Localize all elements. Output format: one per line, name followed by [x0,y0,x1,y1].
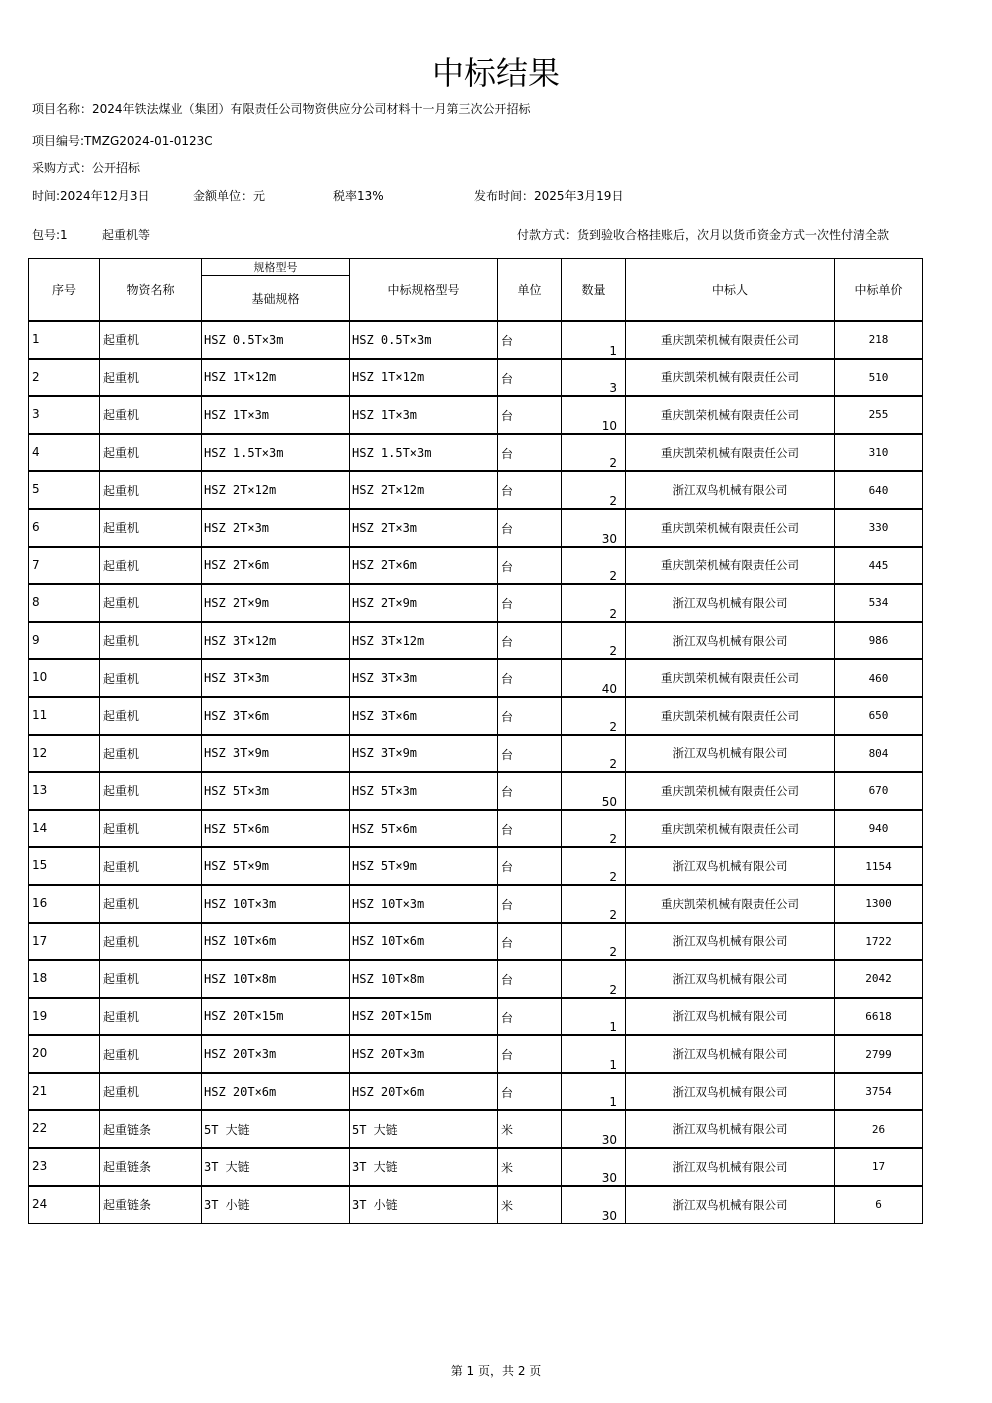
row-unit: 台 [498,396,562,434]
row-unit-price: 255 [835,396,923,434]
row-base-spec: HSZ 3T×6m [202,697,350,735]
row-quantity: 40 [562,659,626,697]
row-winner: 重庆凯荣机械有限责任公司 [626,434,835,472]
row-base-spec: 5T 大链 [202,1110,350,1148]
row-index: 24 [29,1186,100,1224]
row-material-name: 起重机 [100,396,202,434]
row-material-name: 起重机 [100,923,202,961]
row-material-name: 起重机 [100,547,202,585]
table-row [29,584,923,622]
row-quantity: 2 [562,847,626,885]
table-row [29,772,923,810]
row-quantity: 30 [562,1110,626,1148]
row-unit: 台 [498,1073,562,1111]
row-unit: 台 [498,509,562,547]
row-winner: 浙江双鸟机械有限公司 [626,735,835,773]
row-winner: 重庆凯荣机械有限责任公司 [626,697,835,735]
row-unit: 米 [498,1148,562,1186]
amount-unit: 金额单位：元 [193,189,266,203]
row-quantity: 30 [562,509,626,547]
table-row [29,359,923,397]
row-unit: 台 [498,885,562,923]
row-winner: 重庆凯荣机械有限责任公司 [626,547,835,585]
row-index: 11 [29,697,100,735]
row-unit-price: 1154 [835,847,923,885]
row-base-spec: HSZ 5T×3m [202,772,350,810]
publish-time: 发布时间：2025年3月19日 [474,189,624,203]
row-material-name: 起重链条 [100,1186,202,1224]
row-material-name: 起重机 [100,735,202,773]
row-quantity: 2 [562,810,626,848]
row-winning-spec: 3T 大链 [350,1148,498,1186]
row-index: 14 [29,810,100,848]
row-index: 19 [29,998,100,1036]
row-base-spec: HSZ 1T×12m [202,359,350,397]
row-unit-price: 218 [835,321,923,359]
table-row [29,1186,923,1224]
row-index: 17 [29,923,100,961]
row-base-spec: HSZ 5T×6m [202,810,350,848]
payment-terms: 付款方式：货到验收合格挂账后，次月以货币资金方式一次性付清全款 [517,228,890,242]
row-winner: 重庆凯荣机械有限责任公司 [626,359,835,397]
row-material-name: 起重机 [100,659,202,697]
row-winning-spec: HSZ 1T×12m [350,359,498,397]
row-unit-price: 1300 [835,885,923,923]
table-row [29,547,923,585]
row-base-spec: HSZ 2T×3m [202,509,350,547]
row-quantity: 2 [562,434,626,472]
header-winner: 中标人 [626,259,835,322]
row-winner: 浙江双鸟机械有限公司 [626,622,835,660]
row-unit: 台 [498,735,562,773]
row-unit: 台 [498,321,562,359]
package-name: 起重机等 [102,228,151,242]
row-unit-price: 986 [835,622,923,660]
row-winning-spec: HSZ 10T×3m [350,885,498,923]
row-material-name: 起重机 [100,960,202,998]
row-quantity: 2 [562,584,626,622]
row-index: 13 [29,772,100,810]
row-base-spec: HSZ 0.5T×3m [202,321,350,359]
project-number: 项目编号:TMZG2024-01-0123C [32,134,213,148]
row-winning-spec: HSZ 10T×6m [350,923,498,961]
row-base-spec: HSZ 2T×12m [202,471,350,509]
row-unit: 台 [498,359,562,397]
header-unit-price: 中标单价 [835,259,923,322]
row-winner: 浙江双鸟机械有限公司 [626,1073,835,1111]
row-material-name: 起重机 [100,810,202,848]
row-winning-spec: HSZ 3T×12m [350,622,498,660]
row-index: 16 [29,885,100,923]
row-winner: 浙江双鸟机械有限公司 [626,998,835,1036]
row-index: 2 [29,359,100,397]
row-unit: 台 [498,810,562,848]
row-index: 5 [29,471,100,509]
row-winner: 重庆凯荣机械有限责任公司 [626,810,835,848]
row-winning-spec: HSZ 3T×3m [350,659,498,697]
row-unit-price: 6618 [835,998,923,1036]
header-index: 序号 [29,259,100,322]
row-unit-price: 17 [835,1148,923,1186]
page-title: 中标结果 [431,54,560,92]
row-unit: 台 [498,471,562,509]
row-quantity: 2 [562,885,626,923]
row-index: 10 [29,659,100,697]
table-row [29,998,923,1036]
header-base-spec: 基础规格 [202,276,350,322]
row-index: 20 [29,1035,100,1073]
row-quantity: 1 [562,998,626,1036]
row-winner: 浙江双鸟机械有限公司 [626,1148,835,1186]
row-quantity: 1 [562,321,626,359]
row-material-name: 起重机 [100,434,202,472]
table-row [29,885,923,923]
row-unit-price: 445 [835,547,923,585]
row-quantity: 2 [562,471,626,509]
table-row [29,1035,923,1073]
row-unit: 台 [498,998,562,1036]
row-material-name: 起重机 [100,998,202,1036]
row-winner: 重庆凯荣机械有限责任公司 [626,509,835,547]
row-base-spec: HSZ 20T×3m [202,1035,350,1073]
row-unit: 台 [498,960,562,998]
row-winning-spec: HSZ 20T×15m [350,998,498,1036]
table-row [29,509,923,547]
row-quantity: 2 [562,923,626,961]
row-unit: 台 [498,923,562,961]
row-unit-price: 6 [835,1186,923,1224]
row-index: 23 [29,1148,100,1186]
table-row [29,396,923,434]
row-material-name: 起重机 [100,697,202,735]
row-index: 6 [29,509,100,547]
row-base-spec: HSZ 1T×3m [202,396,350,434]
row-index: 9 [29,622,100,660]
table-row [29,697,923,735]
table-row [29,1148,923,1186]
row-unit: 台 [498,1035,562,1073]
row-winning-spec: HSZ 1.5T×3m [350,434,498,472]
row-material-name: 起重机 [100,772,202,810]
row-material-name: 起重机 [100,471,202,509]
time: 时间:2024年12月3日 [32,189,150,203]
row-base-spec: HSZ 1.5T×3m [202,434,350,472]
row-base-spec: 3T 大链 [202,1148,350,1186]
row-unit-price: 940 [835,810,923,848]
row-base-spec: HSZ 2T×9m [202,584,350,622]
row-base-spec: HSZ 10T×3m [202,885,350,923]
row-index: 1 [29,321,100,359]
row-quantity: 1 [562,1035,626,1073]
row-base-spec: HSZ 10T×8m [202,960,350,998]
row-index: 22 [29,1110,100,1148]
row-winning-spec: HSZ 5T×6m [350,810,498,848]
row-index: 7 [29,547,100,585]
header-winning-spec: 中标规格型号 [350,259,498,322]
row-winning-spec: HSZ 2T×3m [350,509,498,547]
row-unit: 米 [498,1186,562,1224]
row-winning-spec: HSZ 2T×6m [350,547,498,585]
row-unit-price: 26 [835,1110,923,1148]
row-unit-price: 2042 [835,960,923,998]
row-base-spec: HSZ 10T×6m [202,923,350,961]
row-index: 4 [29,434,100,472]
row-unit-price: 534 [835,584,923,622]
row-winning-spec: 5T 大链 [350,1110,498,1148]
row-material-name: 起重机 [100,847,202,885]
row-winner: 浙江双鸟机械有限公司 [626,1035,835,1073]
table-row [29,622,923,660]
row-unit-price: 310 [835,434,923,472]
row-index: 3 [29,396,100,434]
row-unit: 台 [498,622,562,660]
row-winning-spec: HSZ 3T×6m [350,697,498,735]
row-quantity: 10 [562,396,626,434]
row-unit: 台 [498,584,562,622]
row-material-name: 起重机 [100,885,202,923]
table-row [29,1073,923,1111]
header-unit: 单位 [498,259,562,322]
row-quantity: 1 [562,1073,626,1111]
row-quantity: 2 [562,735,626,773]
row-quantity: 2 [562,697,626,735]
row-winner: 浙江双鸟机械有限公司 [626,847,835,885]
row-material-name: 起重机 [100,1035,202,1073]
row-unit-price: 3754 [835,1073,923,1111]
row-index: 12 [29,735,100,773]
table-row [29,960,923,998]
row-base-spec: HSZ 3T×3m [202,659,350,697]
package-number: 包号:1 [32,228,68,242]
row-quantity: 30 [562,1186,626,1224]
table-row [29,659,923,697]
row-base-spec: HSZ 5T×9m [202,847,350,885]
table-row [29,1110,923,1148]
row-material-name: 起重机 [100,359,202,397]
row-winner: 浙江双鸟机械有限公司 [626,1110,835,1148]
row-winning-spec: HSZ 20T×6m [350,1073,498,1111]
header-quantity: 数量 [562,259,626,322]
table-row [29,810,923,848]
row-unit-price: 650 [835,697,923,735]
header-material-name: 物资名称 [100,259,202,322]
row-unit-price: 804 [835,735,923,773]
row-unit-price: 2799 [835,1035,923,1073]
purchase-method: 采购方式：公开招标 [32,161,141,175]
row-material-name: 起重链条 [100,1110,202,1148]
table-row [29,471,923,509]
row-winning-spec: HSZ 2T×9m [350,584,498,622]
table-row [29,735,923,773]
row-unit-price: 510 [835,359,923,397]
row-base-spec: HSZ 20T×15m [202,998,350,1036]
row-base-spec: HSZ 3T×12m [202,622,350,660]
row-winning-spec: HSZ 20T×3m [350,1035,498,1073]
row-unit: 台 [498,847,562,885]
row-base-spec: HSZ 3T×9m [202,735,350,773]
row-base-spec: HSZ 2T×6m [202,547,350,585]
row-base-spec: HSZ 20T×6m [202,1073,350,1111]
row-index: 18 [29,960,100,998]
row-unit: 台 [498,697,562,735]
row-material-name: 起重机 [100,509,202,547]
row-winner: 浙江双鸟机械有限公司 [626,471,835,509]
row-base-spec: 3T 小链 [202,1186,350,1224]
row-winning-spec: HSZ 5T×9m [350,847,498,885]
row-unit-price: 670 [835,772,923,810]
table-row [29,321,923,359]
row-quantity: 50 [562,772,626,810]
row-quantity: 2 [562,960,626,998]
page-footer: 第 1 页，共 2 页 [450,1364,542,1378]
row-unit: 台 [498,434,562,472]
row-winner: 重庆凯荣机械有限责任公司 [626,321,835,359]
row-winning-spec: HSZ 3T×9m [350,735,498,773]
row-material-name: 起重机 [100,622,202,660]
table-row [29,434,923,472]
row-unit-price: 1722 [835,923,923,961]
row-unit-price: 330 [835,509,923,547]
row-winner: 重庆凯荣机械有限责任公司 [626,396,835,434]
row-winning-spec: HSZ 5T×3m [350,772,498,810]
row-winning-spec: HSZ 1T×3m [350,396,498,434]
row-winner: 重庆凯荣机械有限责任公司 [626,885,835,923]
row-winning-spec: HSZ 2T×12m [350,471,498,509]
project-name: 项目名称：2024年铁法煤业（集团）有限责任公司物资供应分公司材料十一月第三次公开招标 [32,102,531,116]
tax-rate: 税率13% [333,189,384,203]
row-index: 8 [29,584,100,622]
row-unit: 米 [498,1110,562,1148]
row-winning-spec: 3T 小链 [350,1186,498,1224]
row-quantity: 30 [562,1148,626,1186]
header-spec-group: 规格型号 [202,259,350,276]
row-winning-spec: HSZ 10T×8m [350,960,498,998]
row-unit: 台 [498,772,562,810]
row-unit-price: 460 [835,659,923,697]
row-material-name: 起重机 [100,1073,202,1111]
row-quantity: 3 [562,359,626,397]
row-material-name: 起重机 [100,321,202,359]
row-winner: 浙江双鸟机械有限公司 [626,960,835,998]
row-winner: 浙江双鸟机械有限公司 [626,584,835,622]
row-material-name: 起重机 [100,584,202,622]
row-winner: 重庆凯荣机械有限责任公司 [626,772,835,810]
row-winner: 浙江双鸟机械有限公司 [626,923,835,961]
row-material-name: 起重链条 [100,1148,202,1186]
row-winner: 重庆凯荣机械有限责任公司 [626,659,835,697]
row-index: 21 [29,1073,100,1111]
row-winner: 浙江双鸟机械有限公司 [626,1186,835,1224]
table-row [29,847,923,885]
results-table [28,258,923,1224]
row-quantity: 2 [562,547,626,585]
row-unit-price: 640 [835,471,923,509]
table-row [29,923,923,961]
row-quantity: 2 [562,622,626,660]
row-index: 15 [29,847,100,885]
row-unit: 台 [498,547,562,585]
row-unit: 台 [498,659,562,697]
row-winning-spec: HSZ 0.5T×3m [350,321,498,359]
results-body [29,321,923,1223]
